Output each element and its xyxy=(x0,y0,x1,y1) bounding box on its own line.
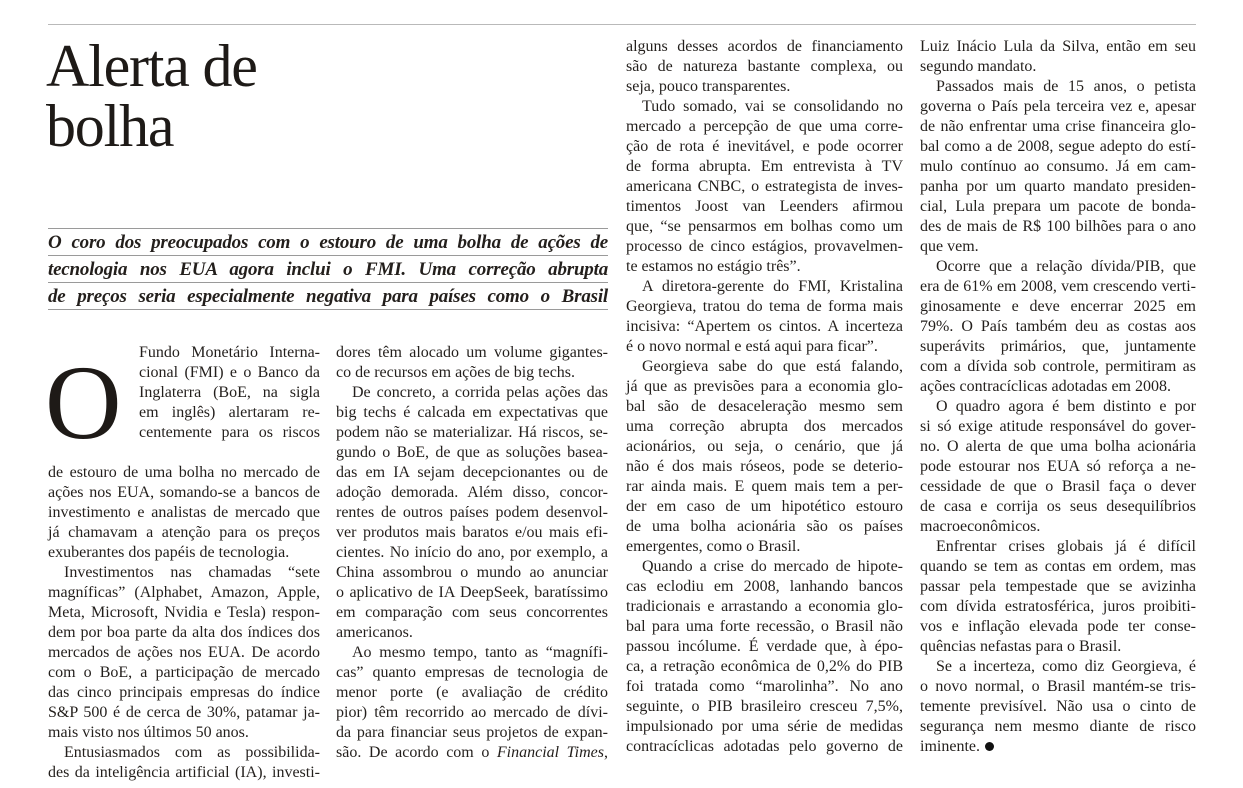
text-line: em comparação com seus concorrentes xyxy=(336,604,608,621)
text-line: segundo mandato. xyxy=(920,58,1037,75)
text-line: contracíclicas adotadas pelo governo de xyxy=(626,738,903,755)
text-line: uma correção abrupta dos mercados xyxy=(626,418,903,435)
paragraph xyxy=(920,37,1196,77)
text-line: seguinte, o PIB brasileiro cresceu 7,5%, xyxy=(626,698,903,715)
text-line: pode estourar nos EUA só reforça a ne- xyxy=(920,458,1196,475)
paragraph xyxy=(48,743,320,783)
text-line: ca, a retração econômica de 0,2% do PIB xyxy=(626,658,903,675)
text-line: bal como a de 2008, segue adepto do estí- xyxy=(920,138,1196,155)
text-line: da para financiar seus projetos de expan- xyxy=(336,724,608,741)
text-line: impulsionado por uma série de medidas xyxy=(626,718,903,735)
text-line: alguns desses acordos de financiamento xyxy=(626,38,903,55)
text-line: tradicionais e arrastando a economia glo- xyxy=(626,598,903,615)
article-title xyxy=(46,33,257,159)
text-line: Fundo Monetário Interna- xyxy=(139,344,320,361)
text-line: governa o País pela terceira vez e, apesar xyxy=(920,98,1196,115)
paragraph xyxy=(626,97,903,277)
text-line: der em caso de um hipotético estouro xyxy=(626,498,903,515)
text-line xyxy=(920,737,1196,757)
text-line: das em IA sejam decepcionantes ou de xyxy=(336,464,608,481)
text-line: com dívida estratosférica, juros proibiti- xyxy=(920,598,1196,615)
text-line: panha por um quarto mandato presiden- xyxy=(920,178,1196,195)
text-segment: iminente. xyxy=(920,738,980,755)
text-line: cas eclodiu em 2008, lanhando bancos xyxy=(626,578,903,595)
text-line: Entusiasmados com as possibilida- xyxy=(64,744,320,761)
paragraph xyxy=(48,463,320,563)
paragraph xyxy=(920,537,1196,657)
paragraph xyxy=(626,357,903,557)
text-line: ações contracíclicas adotadas em 2008. xyxy=(920,378,1171,395)
text-line: mais visto nos últimos 50 anos. xyxy=(48,724,249,741)
title-line: bolha xyxy=(46,93,174,159)
text-line: cessidade de que o Brasil faça o dever xyxy=(920,478,1196,495)
text-line: que, “se pensarmos em bolhas como um xyxy=(626,218,903,235)
text-line: de uma bolha acionária são os países xyxy=(626,518,903,535)
text-line: passar pela tempestade que se avizinha xyxy=(920,578,1196,595)
paragraph xyxy=(336,383,608,643)
text-line: Luiz Inácio Lula da Silva, então em seu xyxy=(920,38,1196,55)
text-line: timentos Joost van Leenders afirmou xyxy=(626,198,903,215)
text-line: passou incólume. É verdade que, à épo- xyxy=(626,638,903,655)
text-line: com a dívida sob controle, permitiram as xyxy=(920,358,1196,375)
text-line: Quando a crise do mercado de hipote- xyxy=(642,558,903,575)
text-line: americanos. xyxy=(336,624,413,641)
text-line: das cinco principais empresas do índice xyxy=(48,684,320,701)
text-segment: são. De acordo com o xyxy=(336,744,497,761)
text-line: rentes de outros países podem desenvol- xyxy=(336,504,608,521)
text-line: O quadro agora é bem distinto e por xyxy=(936,398,1196,415)
text-line: cientes. No início do ano, por exemplo, a xyxy=(336,544,608,561)
text-line: des de mais de R$ 100 bilhões para o ano xyxy=(920,218,1196,235)
text-line: Georgieva, tratou do tema de forma mais xyxy=(626,298,903,315)
article-deck xyxy=(48,228,608,310)
text-line: ações nos EUA, somando-se a bancos de xyxy=(48,484,320,501)
body-column-1 xyxy=(45,343,320,783)
text-line: com o BoE, a participação de mercado xyxy=(48,664,320,681)
text-line: incisiva: “Apertem os cintos. A incerteza xyxy=(626,318,903,335)
text-line: Passados mais de 15 anos, o petista xyxy=(936,78,1196,95)
text-line: cial, Lula prepara um pacote de bonda- xyxy=(920,198,1196,215)
text-line: não é dos mais róseos, pode se deterio- xyxy=(626,458,903,475)
paragraph xyxy=(626,557,903,757)
paragraph xyxy=(626,37,903,97)
text-line: bal são de desaceleração mesmo sem xyxy=(626,398,903,415)
text-line: acionários, ou seja, o cenário, que já xyxy=(626,438,903,455)
text-line: em inglês) alertaram re- xyxy=(139,404,320,421)
text-line: bal para uma forte recessão, o Brasil não xyxy=(626,618,903,635)
text-line: Enfrentar crises globais já é difícil xyxy=(936,538,1196,555)
paragraph xyxy=(48,563,320,743)
text-line: adoção demorada. Além disso, concor- xyxy=(336,484,608,501)
text-line: De concreto, a corrida pelas ações das xyxy=(352,384,608,401)
text-segment: , xyxy=(604,744,608,761)
text-line: americana CNBC, o estrategista de inves- xyxy=(626,178,903,195)
text-line: ginosamente e deve encerrar 2025 em xyxy=(920,298,1196,315)
text-line: Inglaterra (BoE, na sigla xyxy=(139,384,320,401)
text-line: seja, pouco transparentes. xyxy=(626,78,791,95)
drop-cap-lines xyxy=(139,343,320,443)
deck-line: de preços seria especialmente negativa para países como o Brasil xyxy=(48,282,608,310)
text-line: emergentes, como o Brasil. xyxy=(626,538,801,555)
title-line: Alerta de xyxy=(46,33,257,99)
top-rule xyxy=(48,24,1196,25)
text-line: vos e inflação elevada pode ter conse- xyxy=(920,618,1196,635)
paragraph xyxy=(336,643,608,763)
text-line: Investimentos nas chamadas “sete xyxy=(64,564,320,581)
text-line: China assombrou o mundo ao anunciar xyxy=(336,564,608,581)
text-line: ver produtos mais baratos e/ou mais efi- xyxy=(336,524,608,541)
text-line: macroeconômicos. xyxy=(920,518,1041,535)
text-line: mercado a percepção de que uma corre- xyxy=(626,118,903,135)
text-line: Georgieva sabe do que está falando, xyxy=(642,358,903,375)
text-line: é o novo normal e está aqui para ficar”. xyxy=(626,338,878,355)
paragraph xyxy=(920,77,1196,257)
text-line: de casa e corrija os seus desequilíbrios xyxy=(920,498,1196,515)
text-line: o aplicativo de IA DeepSeek, baratíssimo xyxy=(336,584,608,601)
text-line: exuberantes dos papéis de tecnologia. xyxy=(48,544,290,561)
text-line: podem não se materializar. Há riscos, se- xyxy=(336,424,608,441)
text-line: foi tratada como “marolinha”. No ano xyxy=(626,678,903,695)
text-line: A diretora-gerente do FMI, Kristalina xyxy=(642,278,903,295)
text-line: já que as previsões para a economia glo- xyxy=(626,378,903,395)
body-column-3 xyxy=(626,37,903,757)
text-line: 79%. O País também deu as costas aos xyxy=(920,318,1196,335)
text-line: de não enfrentar uma crise financeira glo- xyxy=(920,118,1196,135)
end-of-article-bullet-icon xyxy=(985,742,994,751)
body-column-4 xyxy=(920,37,1196,757)
text-line: Meta, Microsoft, Nvidia e Tesla) respon- xyxy=(48,604,320,621)
text-line: centemente para os riscos xyxy=(139,424,320,441)
text-line: já chamavam a atenção para os preços xyxy=(48,524,320,541)
text-line: quências nefastas para o Brasil. xyxy=(920,638,1122,655)
text-line: investimento e analistas de mercado que xyxy=(48,504,320,521)
text-line: dem por boa parte da alta dos índices dos xyxy=(48,624,320,641)
text-line: superávits primários, que, juntamente xyxy=(920,338,1196,355)
text-line: rar ainda mais. E quem mais tem a per- xyxy=(626,478,903,495)
italic-publication-name: Financial Times xyxy=(496,744,604,761)
paragraph xyxy=(336,343,608,383)
text-line: si só exige atitude responsável do gover- xyxy=(920,418,1196,435)
text-line: era de 61% em 2008, vem crescendo verti- xyxy=(920,278,1196,295)
text-line: te estamos no estágio três”. xyxy=(626,258,801,275)
text-line: big techs é calcada em expectativas que xyxy=(336,404,608,421)
text-line: magníficas” (Alphabet, Amazon, Apple, xyxy=(48,584,320,601)
text-line: menor porte (e avaliação de crédito xyxy=(336,684,608,701)
text-line: cas” quanto empresas de tecnologia de xyxy=(336,664,608,681)
text-line: Tudo somado, vai se consolidando no xyxy=(642,98,903,115)
text-line: Se a incerteza, como diz Georgieva, é xyxy=(936,658,1196,675)
deck-line: O coro dos preocupados com o estouro de uma bolha de ações de xyxy=(48,228,608,255)
text-line: dores têm alocado um volume gigantes- xyxy=(336,344,608,361)
paragraph xyxy=(626,277,903,357)
text-line: Ao mesmo tempo, tanto as “magnífi- xyxy=(352,644,608,661)
paragraph xyxy=(920,657,1196,757)
drop-cap-row xyxy=(45,343,320,463)
text-line: são de natureza bastante complexa, ou xyxy=(626,58,903,75)
text-line: mulo contínuo ao consumo. Já em cam- xyxy=(920,158,1196,175)
text-line: cional (FMI) e o Banco da xyxy=(139,364,320,381)
text-line: pior) têm recorrido ao mercado de dívi- xyxy=(336,704,608,721)
text-line: gundo o BoE, de que as soluções basea- xyxy=(336,444,608,461)
text-line: des da inteligência artificial (IA), investi- xyxy=(48,764,320,781)
text-line: temente previsível. Não usa o cinto de xyxy=(920,698,1196,715)
text-line: de estouro de uma bolha no mercado de xyxy=(48,464,320,481)
text-line: co de recursos em ações de big techs. xyxy=(336,364,576,381)
text-line: que vem. xyxy=(920,238,979,255)
text-line xyxy=(336,743,608,763)
paragraph xyxy=(920,397,1196,537)
body-column-2 xyxy=(336,343,608,763)
text-line: de forma abrupta. Em entrevista à TV xyxy=(626,158,903,175)
paragraph xyxy=(920,257,1196,397)
text-line: ção de rota é inevitável, e pode ocorrer xyxy=(626,138,903,155)
text-line: S&P 500 é de cerca de 30%, patamar ja- xyxy=(48,704,320,721)
text-line: Ocorre que a relação dívida/PIB, que xyxy=(936,258,1196,275)
text-line: mercados de ações nos EUA. De acordo xyxy=(48,644,320,661)
text-line: segurança nem mesmo diante de risco xyxy=(920,718,1196,735)
text-line: o novo normal, o Brasil mantém-se tris- xyxy=(920,678,1196,695)
deck-line: tecnologia nos EUA agora inclui o FMI. Uma correção abrupta xyxy=(48,255,608,282)
text-line: quando se tem as contas em ordem, mas xyxy=(920,558,1196,575)
drop-cap: O xyxy=(45,344,122,461)
text-line: processo de cinco estágios, provavelmen- xyxy=(626,238,903,255)
text-line: no. O alerta de que uma bolha acionária xyxy=(920,438,1196,455)
